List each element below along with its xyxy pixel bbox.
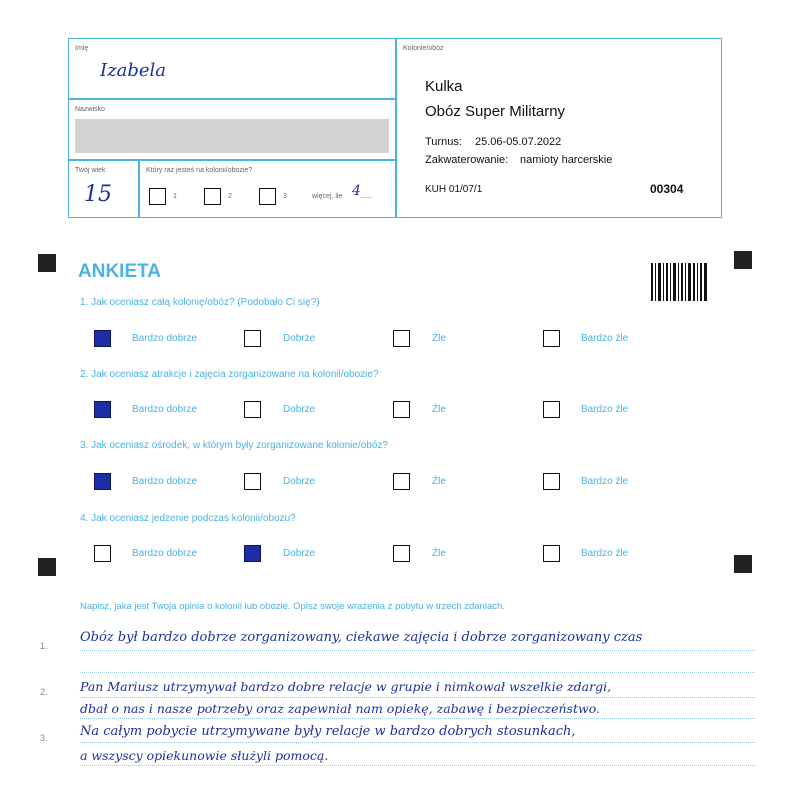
q4-label-bardzo-zle: Bardzo źle (581, 548, 629, 559)
q1-label-dobrze: Dobrze (283, 333, 316, 344)
question-2-text: 2. Jak oceniasz atrakcje i zajęcia zorganizowane na kolonii/obozie? (80, 369, 379, 380)
answer-1-number: 1. (40, 641, 48, 651)
q3-label-zle: Źle (432, 476, 446, 487)
registration-marker-bottom-right (734, 555, 752, 573)
q2-label-bardzo-dobrze: Bardzo dobrze (132, 404, 198, 415)
answer-2-dotted-line-1 (80, 697, 755, 698)
answer-1-dotted-line-1 (80, 650, 755, 651)
answer-2-dotted-line-2 (80, 718, 755, 719)
age-value: 15 (84, 182, 112, 207)
times-checkbox-1[interactable] (149, 188, 166, 205)
times-label: Który raz jesteś na kolonii/obozie? (146, 167, 253, 174)
barcode-icon (651, 263, 707, 301)
camp-turnus-value: 25.06-05.07.2022 (475, 136, 562, 148)
q3-label-bardzo-zle: Bardzo źle (581, 476, 629, 487)
camp-type: Obóz Super Militarny (425, 103, 566, 120)
camp-name: Kulka (425, 78, 463, 95)
registration-marker-bottom-left (38, 558, 56, 576)
answer-2-number: 2. (40, 687, 48, 697)
q1-option-dobrze[interactable] (244, 330, 261, 347)
camp-turnus-label: Turnus: (425, 136, 462, 148)
q3-label-dobrze: Dobrze (283, 476, 316, 487)
first-name-value: Izabela (100, 60, 166, 81)
times-option-2: 2 (228, 193, 232, 200)
first-name-label: Imię (75, 45, 89, 52)
q3-option-bardzo-dobrze[interactable] (94, 473, 111, 490)
times-checkbox-2[interactable] (204, 188, 221, 205)
q2-option-bardzo-dobrze[interactable] (94, 401, 111, 418)
q1-option-bardzo-zle[interactable] (543, 330, 560, 347)
last-name-label: Nazwisko (75, 106, 105, 113)
registration-marker-top-right (734, 251, 752, 269)
header-divider-age (68, 159, 396, 161)
q2-label-zle: Źle (432, 404, 446, 415)
camp-lodging-value: namioty harcerskie (520, 154, 613, 166)
q3-label-bardzo-dobrze: Bardzo dobrze (132, 476, 198, 487)
age-label: Twój wiek (75, 167, 106, 174)
registration-marker-top-left (38, 254, 56, 272)
q4-label-dobrze: Dobrze (283, 548, 316, 559)
last-name-redacted (75, 119, 389, 153)
camp-number: 00304 (650, 182, 684, 196)
q3-option-zle[interactable] (393, 473, 410, 490)
times-option-3: 3 (283, 193, 287, 200)
answer-3-dotted-line-2 (80, 765, 755, 766)
answer-3-line-2[interactable]: a wszyscy opiekunowie służyli pomocą. (80, 748, 329, 763)
camp-label: Kolonie/obóz (403, 45, 444, 52)
header-divider-name (68, 98, 396, 100)
survey-title: ANKIETA (78, 261, 162, 282)
opinion-prompt: Napisz, jaka jest Twoja opinia o kolonii lub obozie. Opisz swoje wrażenia z pobytu w trzech zdaniach. (80, 601, 505, 612)
header-divider-vertical (395, 38, 397, 218)
question-3-text: 3. Jak oceniasz ośrodek, w którym były zorganizowane kolonie/obóz? (80, 440, 388, 451)
q4-label-zle: Źle (432, 548, 446, 559)
answer-2-line-1[interactable]: Pan Mariusz utrzymywał bardzo dobre relacje w grupie i nimkował wszelkie zdargi, (80, 679, 612, 694)
q2-option-zle[interactable] (393, 401, 410, 418)
question-1-text: 1. Jak oceniasz całą kolonię/obóz? (Podobało Ci się?) (80, 297, 320, 308)
times-more-label: więcej, ile (312, 193, 343, 200)
q1-option-bardzo-dobrze[interactable] (94, 330, 111, 347)
q2-option-bardzo-zle[interactable] (543, 401, 560, 418)
camp-code: KUH 01/07/1 (425, 184, 483, 195)
q2-label-dobrze: Dobrze (283, 404, 316, 415)
q3-option-bardzo-zle[interactable] (543, 473, 560, 490)
answer-3-dotted-line-1 (80, 742, 755, 743)
camp-lodging-label: Zakwaterowanie: (425, 154, 509, 166)
answer-2-line-2[interactable]: dbał o nas i nasze potrzeby oraz zapewniał nam opiekę, zabawę i bezpieczeństwo. (80, 701, 600, 716)
q4-option-dobrze[interactable] (244, 545, 261, 562)
q1-label-bardzo-zle: Bardzo źle (581, 333, 629, 344)
answer-3-number: 3. (40, 733, 48, 743)
answer-1-dotted-line-2 (80, 672, 755, 673)
times-more-value: 4 (352, 183, 361, 199)
question-4-text: 4. Jak oceniasz jedzenie podczas kolonii/obozu? (80, 513, 296, 524)
answer-1-line-1[interactable]: Obóz był bardzo dobrze zorganizowany, ciekawe zajęcia i dobrze zorganizowany czas (80, 630, 643, 645)
q4-option-zle[interactable] (393, 545, 410, 562)
header-divider-age-vertical (138, 159, 140, 218)
times-checkbox-3[interactable] (259, 188, 276, 205)
times-option-1: 1 (173, 193, 177, 200)
q2-label-bardzo-zle: Bardzo źle (581, 404, 629, 415)
q1-label-bardzo-dobrze: Bardzo dobrze (132, 333, 198, 344)
q1-option-zle[interactable] (393, 330, 410, 347)
q4-option-bardzo-dobrze[interactable] (94, 545, 111, 562)
q4-option-bardzo-zle[interactable] (543, 545, 560, 562)
q2-option-dobrze[interactable] (244, 401, 261, 418)
q1-label-zle: Źle (432, 333, 446, 344)
q3-option-dobrze[interactable] (244, 473, 261, 490)
answer-3-line-1[interactable]: Na całym pobycie utrzymywane były relacje w bardzo dobrych stosunkach, (80, 724, 576, 739)
q4-label-bardzo-dobrze: Bardzo dobrze (132, 548, 198, 559)
times-more-dots: ...... (360, 193, 372, 200)
